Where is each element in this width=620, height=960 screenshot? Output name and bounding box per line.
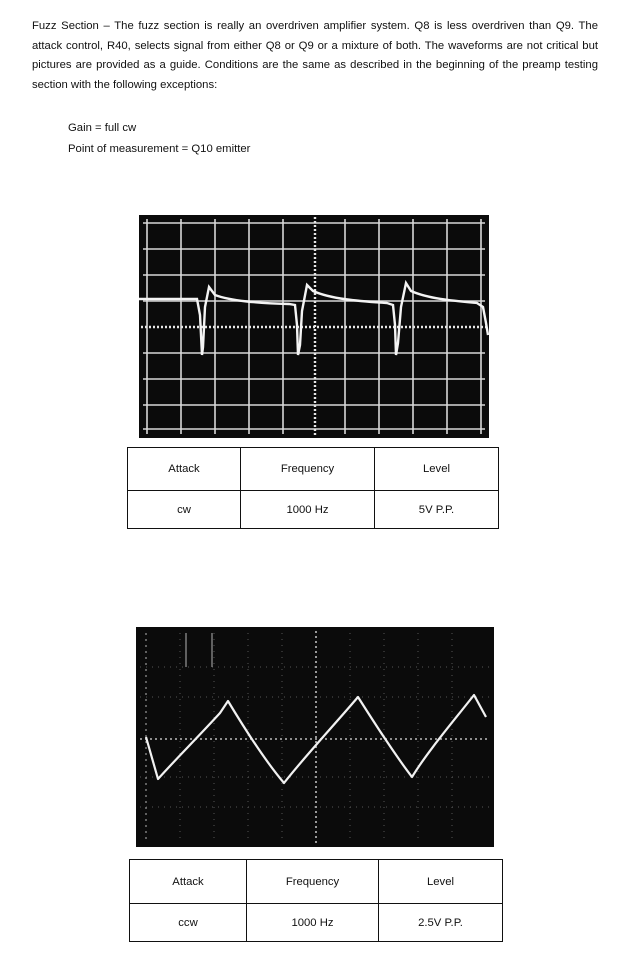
scope-settings-table-ccw bbox=[129, 859, 503, 942]
frequency-header: Frequency bbox=[247, 860, 379, 904]
oscilloscope-trace-cw bbox=[139, 215, 489, 438]
frequency-header: Frequency bbox=[241, 448, 375, 491]
level-value: 2.5V P.P. bbox=[379, 904, 503, 942]
oscilloscope-trace-ccw bbox=[136, 627, 494, 847]
attack-header: Attack bbox=[130, 860, 247, 904]
level-header: Level bbox=[379, 860, 503, 904]
level-value: 5V P.P. bbox=[375, 491, 499, 529]
frequency-value: 1000 Hz bbox=[247, 904, 379, 942]
scope-settings-table-cw bbox=[127, 447, 499, 529]
gain-condition: Gain = full cw bbox=[68, 122, 137, 134]
intro-paragraph: Fuzz Section – The fuzz section is really an overdriven amplifier system. Q8 is less overdriven than Q9. The attack control, R40, selects signal from either Q8 or Q9 or a mixture of both. The waveforms are not critical but pictures are provided as a guide. Conditions are the same as described in the beginning of the preamp testing section with the following exceptions: bbox=[32, 20, 598, 91]
oscilloscope-photo-cw bbox=[139, 215, 489, 438]
level-header: Level bbox=[375, 448, 499, 491]
frequency-value: 1000 Hz bbox=[241, 491, 375, 529]
attack-value: cw bbox=[128, 491, 241, 529]
attack-value: ccw bbox=[130, 904, 247, 942]
attack-header: Attack bbox=[128, 448, 241, 491]
measurement-point-condition: Point of measurement = Q10 emitter bbox=[68, 143, 251, 155]
oscilloscope-photo-ccw bbox=[136, 627, 494, 847]
